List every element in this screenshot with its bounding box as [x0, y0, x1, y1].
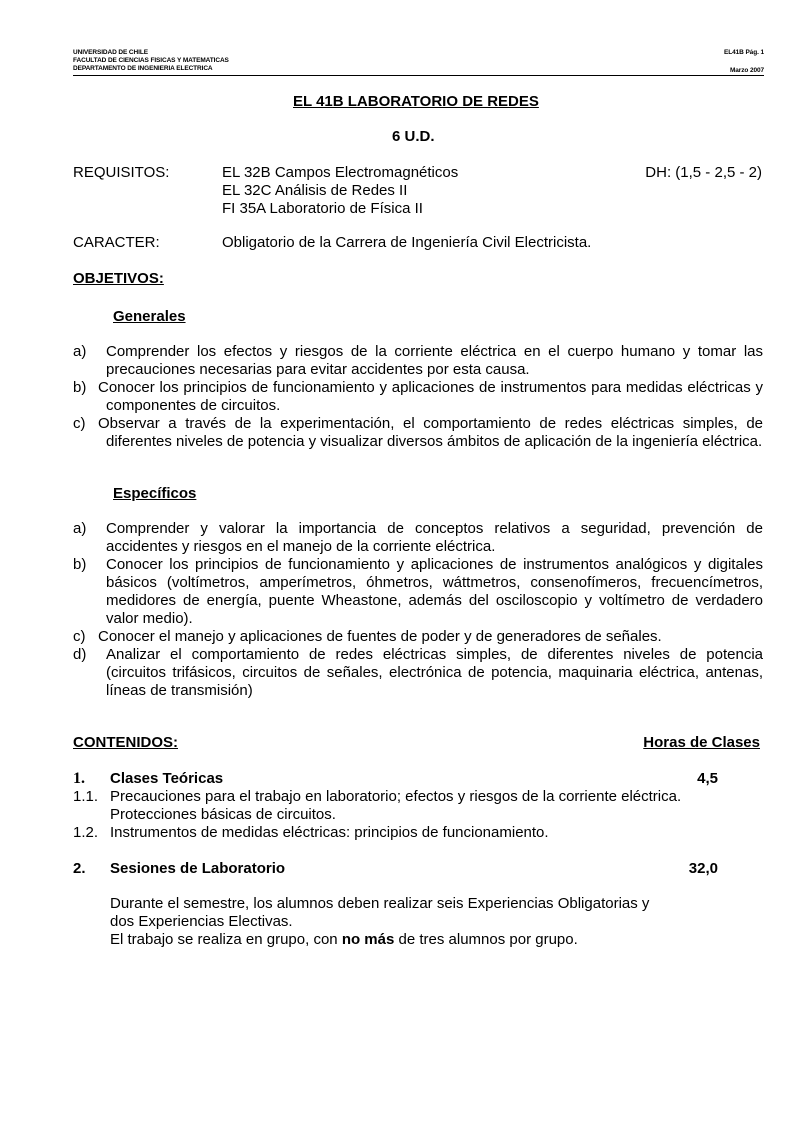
- section-1: [73, 770, 723, 842]
- requisito-item: FI 35A Laboratorio de Física II: [222, 200, 423, 217]
- list-item: [73, 556, 763, 628]
- section-title-row: [73, 860, 723, 878]
- generales-heading: Generales: [113, 308, 186, 325]
- paragraph-text: El trabajo se realiza en grupo, con: [110, 931, 342, 948]
- requisitos-list: [222, 164, 458, 218]
- item-text: Conocer el manejo y aplicaciones de fuentes de poder y de generadores de señales.: [98, 628, 662, 645]
- item-text: Observar a través de la experimentación, el comportamiento de redes eléctricas simples, de diferentes niveles de potencia y visualizar diversos ámbitos de aplicación de la ingeniería eléctrica.: [98, 415, 763, 450]
- list-item: [73, 628, 763, 646]
- section-2: [73, 860, 723, 949]
- university-name: UNIVERSIDAD DE CHILE: [73, 49, 148, 56]
- section-title-row: [73, 770, 723, 788]
- faculty-name: FACULTAD DE CIENCIAS FISICAS Y MATEMATICAS: [73, 57, 229, 64]
- section-title: Sesiones de Laboratorio: [110, 860, 286, 877]
- paragraph: Durante el semestre, los alumnos deben realizar seis Experiencias Obligatorias y dos Experiencias Electivas.: [110, 895, 650, 930]
- requisitos-label: REQUISITOS:: [73, 164, 170, 181]
- item-label: b): [73, 379, 87, 396]
- especificos-list: [73, 520, 763, 700]
- caracter-label: CARACTER:: [73, 234, 160, 251]
- section-number: 2.: [73, 860, 86, 877]
- list-item: [73, 824, 723, 842]
- paragraph-text: de tres alumnos por grupo.: [394, 931, 578, 948]
- caracter-value: Obligatorio de la Carrera de Ingeniería Civil Electricista.: [222, 234, 592, 251]
- list-item: [73, 343, 763, 379]
- paragraph: [110, 931, 723, 949]
- item-text: Precauciones para el trabajo en laboratorio; efectos y riesgos de la corriente eléctrica. Protecciones básicas de circuitos.: [110, 788, 682, 823]
- list-item: [73, 788, 723, 824]
- item-text: Comprender los efectos y riesgos de la corriente eléctrica en el cuerpo humano y tomar las precauciones necesarias para evitar accidentes por esta causa.: [106, 343, 763, 378]
- document-date: Marzo 2007: [729, 67, 764, 74]
- contenidos-heading: CONTENIDOS:: [73, 734, 178, 751]
- item-label: b): [73, 556, 87, 573]
- item-label: a): [73, 520, 87, 537]
- paragraph-row: [73, 895, 723, 931]
- item-text: Comprender y valorar la importancia de conceptos relativos a seguridad, prevención de accidentes y riesgos en el manejo de la corriente eléctrica.: [106, 520, 763, 555]
- section-1-hours: 4,5: [697, 770, 718, 787]
- item-label: c): [73, 415, 86, 432]
- units-label: 6 U.D.: [392, 128, 435, 145]
- item-number: 1.1.: [73, 788, 99, 805]
- generales-list: [73, 343, 763, 451]
- section-title: Clases Teóricas: [110, 770, 224, 787]
- item-text: Conocer los principios de funcionamiento y aplicaciones de instrumentos analógicos y digitales básicos (voltímetros, amperímetros, óhmetros, wáttmetros, consenofímeros, frecuencímetros, medidores de energía, puente Wheastone, además del osciloscopio y voltímetro de verdadero valor medio).: [106, 556, 763, 627]
- page-title: EL 41B LABORATORIO DE REDES: [293, 93, 539, 110]
- section-number: 1.: [73, 770, 85, 787]
- page-reference: EL41B Pág. 1: [724, 49, 764, 56]
- list-item: [73, 646, 763, 700]
- item-text: Instrumentos de medidas eléctricas: principios de funcionamiento.: [110, 824, 549, 841]
- list-item: [73, 415, 763, 451]
- item-label: d): [73, 646, 87, 663]
- list-item: [73, 520, 763, 556]
- institution-header: [73, 49, 229, 73]
- department-name: DEPARTAMENTO DE INGENIERIA ELECTRICA: [73, 65, 213, 72]
- emphasis-text: no más: [341, 931, 395, 948]
- item-text: Analizar el comportamiento de redes eléctricas simples, de diferentes niveles de potencia (circuitos trifásicos, circuitos de señales, electrónica de potencia, maquinaria eléctrica, antenas, líneas de transmisión): [106, 646, 763, 699]
- requisito-item: EL 32B Campos Electromagnéticos: [222, 164, 459, 181]
- paragraph-row: [73, 931, 723, 949]
- item-label: a): [73, 343, 87, 360]
- objetivos-heading: OBJETIVOS:: [73, 270, 164, 287]
- item-number: 1.2.: [73, 824, 99, 841]
- header-divider: [73, 75, 764, 76]
- item-label: c): [73, 628, 86, 645]
- dh-value: DH: (1,5 - 2,5 - 2): [645, 164, 762, 181]
- requisito-item: EL 32C Análisis de Redes II: [222, 182, 408, 199]
- list-item: [73, 379, 763, 415]
- hours-heading: Horas de Clases: [643, 734, 760, 751]
- section-2-hours: 32,0: [688, 860, 718, 877]
- especificos-heading: Específicos: [113, 485, 197, 502]
- item-text: Conocer los principios de funcionamiento y aplicaciones de instrumentos para medidas eléctricas y componentes de circuitos.: [98, 379, 763, 414]
